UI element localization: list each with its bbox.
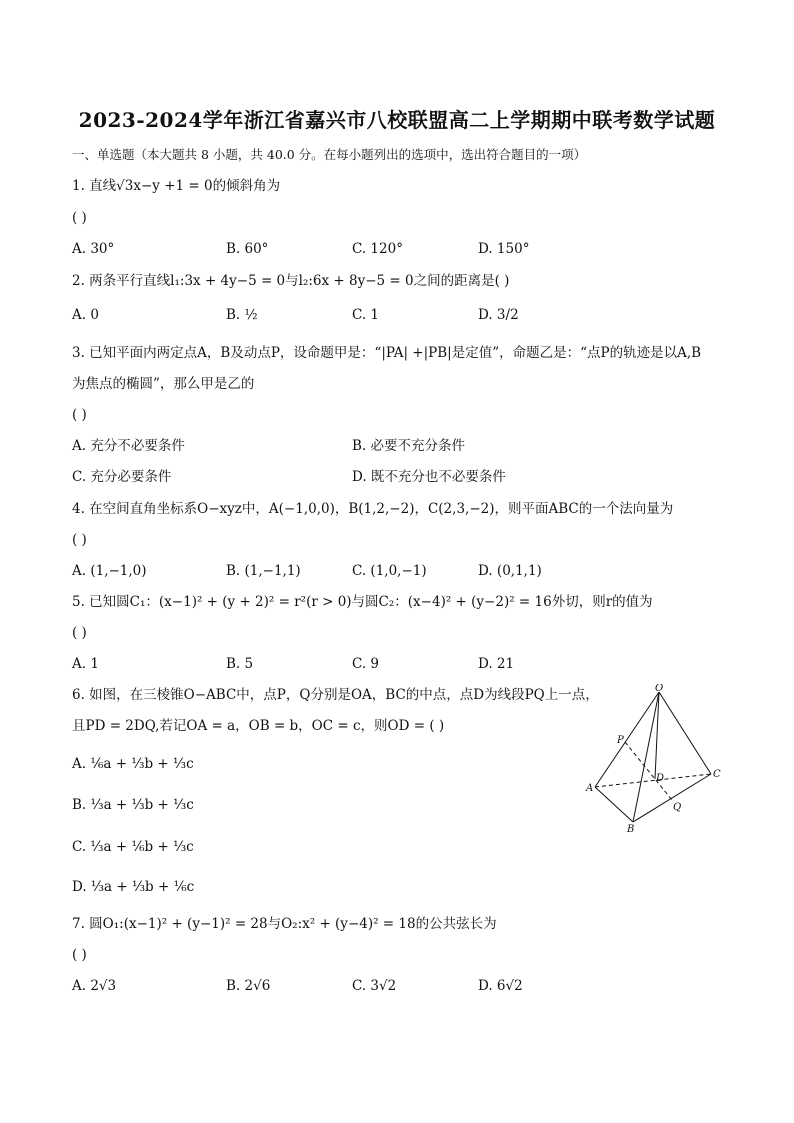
- question-4-option-b: B. (1,−1,1): [226, 563, 301, 579]
- question-6-option-d: D. ⅓a + ⅓b + ⅙c: [72, 879, 195, 895]
- question-4-option-d: D. (0,1,1): [478, 563, 542, 579]
- label-c: C: [713, 769, 721, 780]
- question-3-option-c: C. 充分必要条件: [72, 469, 172, 485]
- question-1-option-b: B. 60°: [226, 241, 269, 257]
- question-2-option-c: C. 1: [352, 307, 380, 323]
- question-5-paren: ( ): [72, 625, 87, 641]
- question-7-option-b: B. 2√6: [226, 978, 271, 994]
- question-5-option-c: C. 9: [352, 656, 380, 672]
- edge-oc: [659, 692, 711, 774]
- segment-od: [655, 692, 659, 779]
- segment-pq: [625, 742, 672, 800]
- question-3-stem: 3. 已知平面内两定点A，B及动点P，设命题甲是：“|PA| +|PB|是定值”，命题乙是：“点P的轨迹是以A,B: [72, 345, 702, 361]
- question-3-paren: ( ): [72, 407, 87, 423]
- label-b: B: [627, 824, 635, 834]
- question-6-option-a: A. ⅙a + ⅓b + ⅓c: [72, 756, 194, 772]
- question-7-option-c: C. 3√2: [352, 978, 397, 994]
- question-6-option-c: C. ⅓a + ⅙b + ⅓c: [72, 839, 194, 855]
- section-heading: 一、单选题（本大题共 8 小题，共 40.0 分。在每小题列出的选项中，选出符合题目的一项）: [72, 147, 587, 162]
- question-1-stem: 1. 直线√3x−y +1 = 0的倾斜角为: [72, 178, 281, 194]
- question-7-option-d: D. 6√2: [478, 978, 523, 994]
- question-2-option-b: B. ½: [226, 307, 258, 323]
- question-2-option-a: A. 0: [72, 307, 99, 323]
- label-a: A: [586, 783, 594, 794]
- question-3-option-a: A. 充分不必要条件: [72, 438, 185, 454]
- question-1-option-a: A. 30°: [72, 241, 115, 257]
- page-title: 2023-2024学年浙江省嘉兴市八校联盟高二上学期期中联考数学试题: [78, 108, 716, 132]
- question-7-paren: ( ): [72, 947, 87, 963]
- tetrahedron-figure: [585, 684, 725, 834]
- question-5-option-a: A. 1: [72, 656, 99, 672]
- question-1-option-d: D. 150°: [478, 241, 530, 257]
- label-o: O: [655, 684, 664, 694]
- question-5-option-b: B. 5: [226, 656, 254, 672]
- question-6-stem-cont: 且PD = 2DQ,若记OA = a，OB = b，OC = c，则OD = ( ): [72, 718, 445, 734]
- label-q: Q: [673, 802, 682, 813]
- question-2-option-d: D. 3/2: [478, 307, 519, 323]
- question-4-option-c: C. (1,0,−1): [352, 563, 427, 579]
- edge-ab: [595, 787, 633, 822]
- question-4-stem: 4. 在空间直角坐标系O−xyz中，A(−1,0,0)，B(1,2,−2)，C(2,3,−2)，则平面ABC的一个法向量为: [72, 501, 674, 517]
- question-4-option-a: A. (1,−1,0): [72, 563, 147, 579]
- question-1-option-c: C. 120°: [352, 241, 403, 257]
- question-4-paren: ( ): [72, 532, 87, 548]
- question-1-paren: ( ): [72, 210, 87, 226]
- question-5-stem: 5. 已知圆C₁：(x−1)² + (y + 2)² = r²(r > 0)与圆C₂：(x−4)² + (y−2)² = 16外切，则r的值为: [72, 594, 653, 610]
- question-3-option-d: D. 既不充分也不必要条件: [352, 469, 506, 485]
- question-3-option-b: B. 必要不充分条件: [352, 438, 466, 454]
- question-3-stem-cont: 为焦点的椭圆”，那么甲是乙的: [72, 376, 255, 392]
- label-p: P: [617, 735, 624, 746]
- question-6-stem: 6. 如图，在三棱锥O−ABC中，点P，Q分别是OA，BC的中点，点D为线段PQ上一点，: [72, 687, 599, 703]
- question-2-stem: 2. 两条平行直线l₁:3x + 4y−5 = 0与l₂:6x + 8y−5 = 0之间的距离是( ): [72, 273, 510, 289]
- question-7-option-a: A. 2√3: [72, 978, 117, 994]
- question-5-option-d: D. 21: [478, 656, 515, 672]
- question-7-stem: 7. 圆O₁:(x−1)² + (y−1)² = 28与O₂:x² + (y−4)² = 18的公共弦长为: [72, 916, 497, 932]
- question-6-option-b: B. ⅓a + ⅓b + ⅓c: [72, 797, 194, 813]
- label-d: D: [656, 773, 665, 784]
